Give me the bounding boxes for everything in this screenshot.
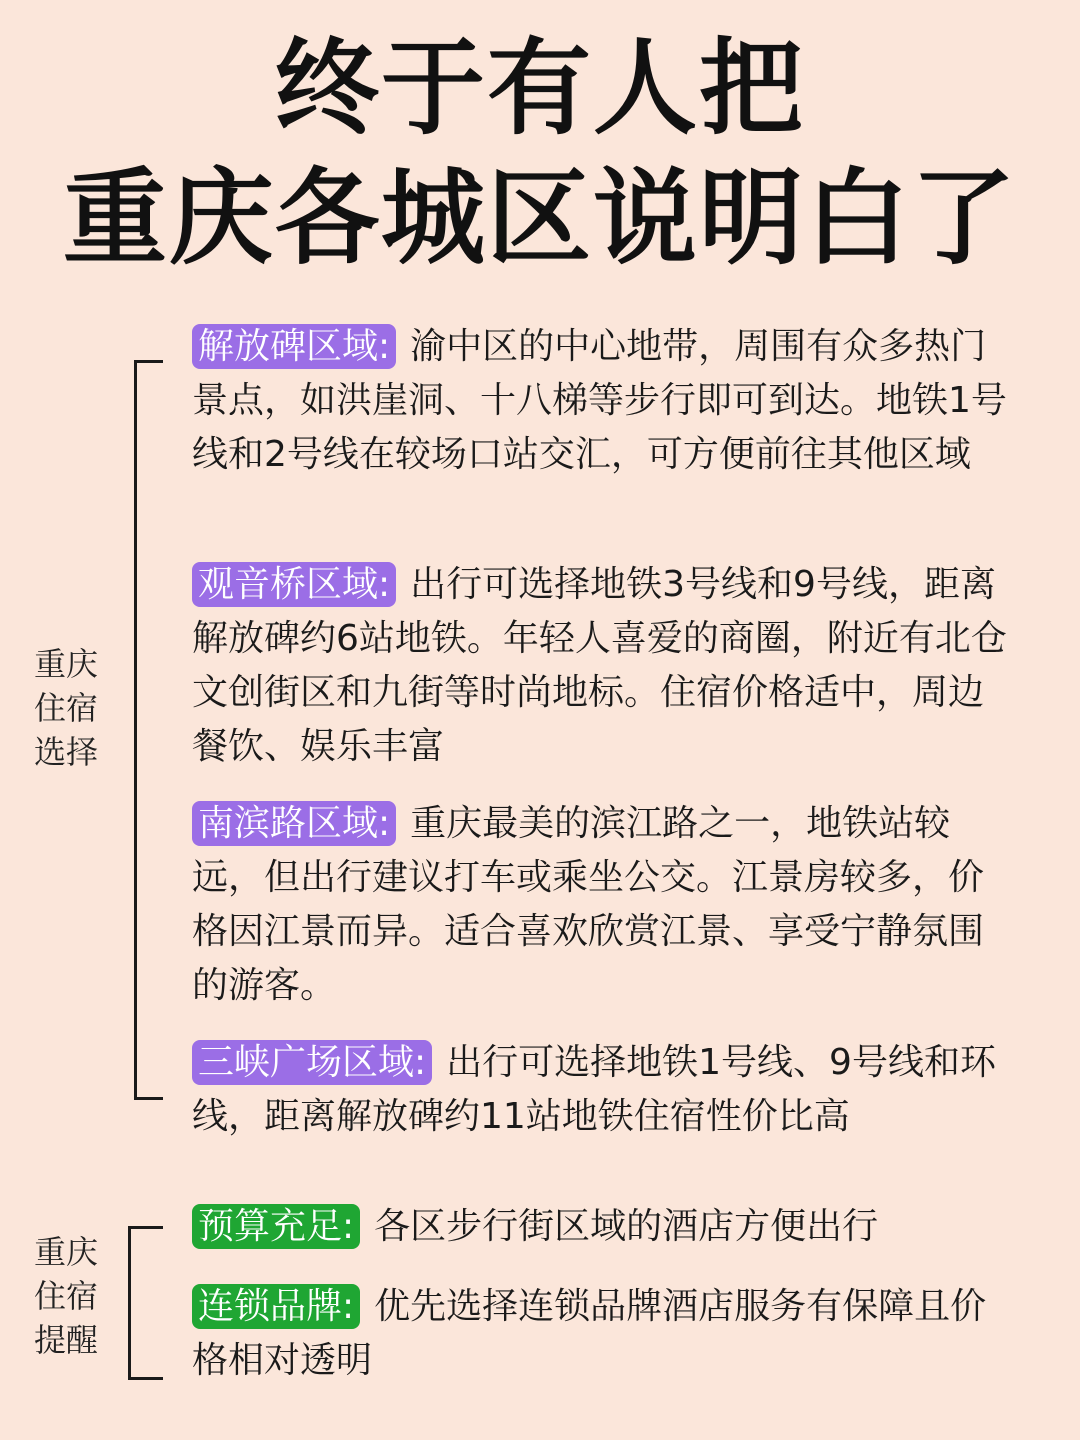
item-text-sanxiaguangchang: 出行可选择地铁1号线、9号线和环线，距离解放碑约11站地铁住宿性价比高 <box>192 1042 996 1137</box>
item-text-budget: 各区步行街区域的酒店方便出行 <box>374 1206 879 1247</box>
tag-chain-brand: 连锁品牌: <box>192 1284 360 1329</box>
section-label-reminders: 重庆住宿提醒 <box>33 1233 98 1359</box>
tag-nanbinlu: 南滨路区域: <box>192 801 396 846</box>
list-item-nanbinlu <box>192 797 1012 1013</box>
list-item-sanxiaguangchang <box>192 1036 1012 1144</box>
item-text-chain-brand: 优先选择连锁品牌酒店服务有保障且价格相对透明 <box>192 1286 987 1381</box>
section-bracket-reminders <box>128 1226 163 1380</box>
section-bracket-choices <box>134 360 163 1100</box>
page-title-line-2: 重庆各城区说明白了 <box>62 157 1017 279</box>
list-item-jiefangbei <box>192 320 1012 482</box>
item-text-guanyinqiao: 出行可选择地铁3号线和9号线，距离解放碑约6站地铁。年轻人喜爱的商圈，附近有北仓文创街区和九街等时尚地标。住宿价格适中，周边餐饮、娱乐丰富 <box>192 564 1007 767</box>
section-label-choices: 重庆住宿选择 <box>33 645 98 771</box>
tag-sanxiaguangchang: 三峡广场区域: <box>192 1040 432 1085</box>
tag-budget: 预算充足: <box>192 1204 360 1249</box>
list-item-guanyinqiao <box>192 558 1012 774</box>
tag-guanyinqiao: 观音桥区域: <box>192 562 396 607</box>
tag-jiefangbei: 解放碑区域: <box>192 324 396 369</box>
list-item-budget <box>192 1200 1012 1254</box>
item-text-jiefangbei: 渝中区的中心地带，周围有众多热门景点，如洪崖洞、十八梯等步行即可到达。地铁1号线和2号线在较场口站交汇，可方便前往其他区域 <box>192 326 1007 475</box>
page-title-line-1: 终于有人把 <box>274 27 805 149</box>
list-item-chain-brand <box>192 1280 1012 1388</box>
item-text-nanbinlu: 重庆最美的滨江路之一，地铁站较远，但出行建议打车或乘坐公交。江景房较多，价格因江景而异。适合喜欢欣赏江景、享受宁静氛围的游客。 <box>192 803 985 1006</box>
